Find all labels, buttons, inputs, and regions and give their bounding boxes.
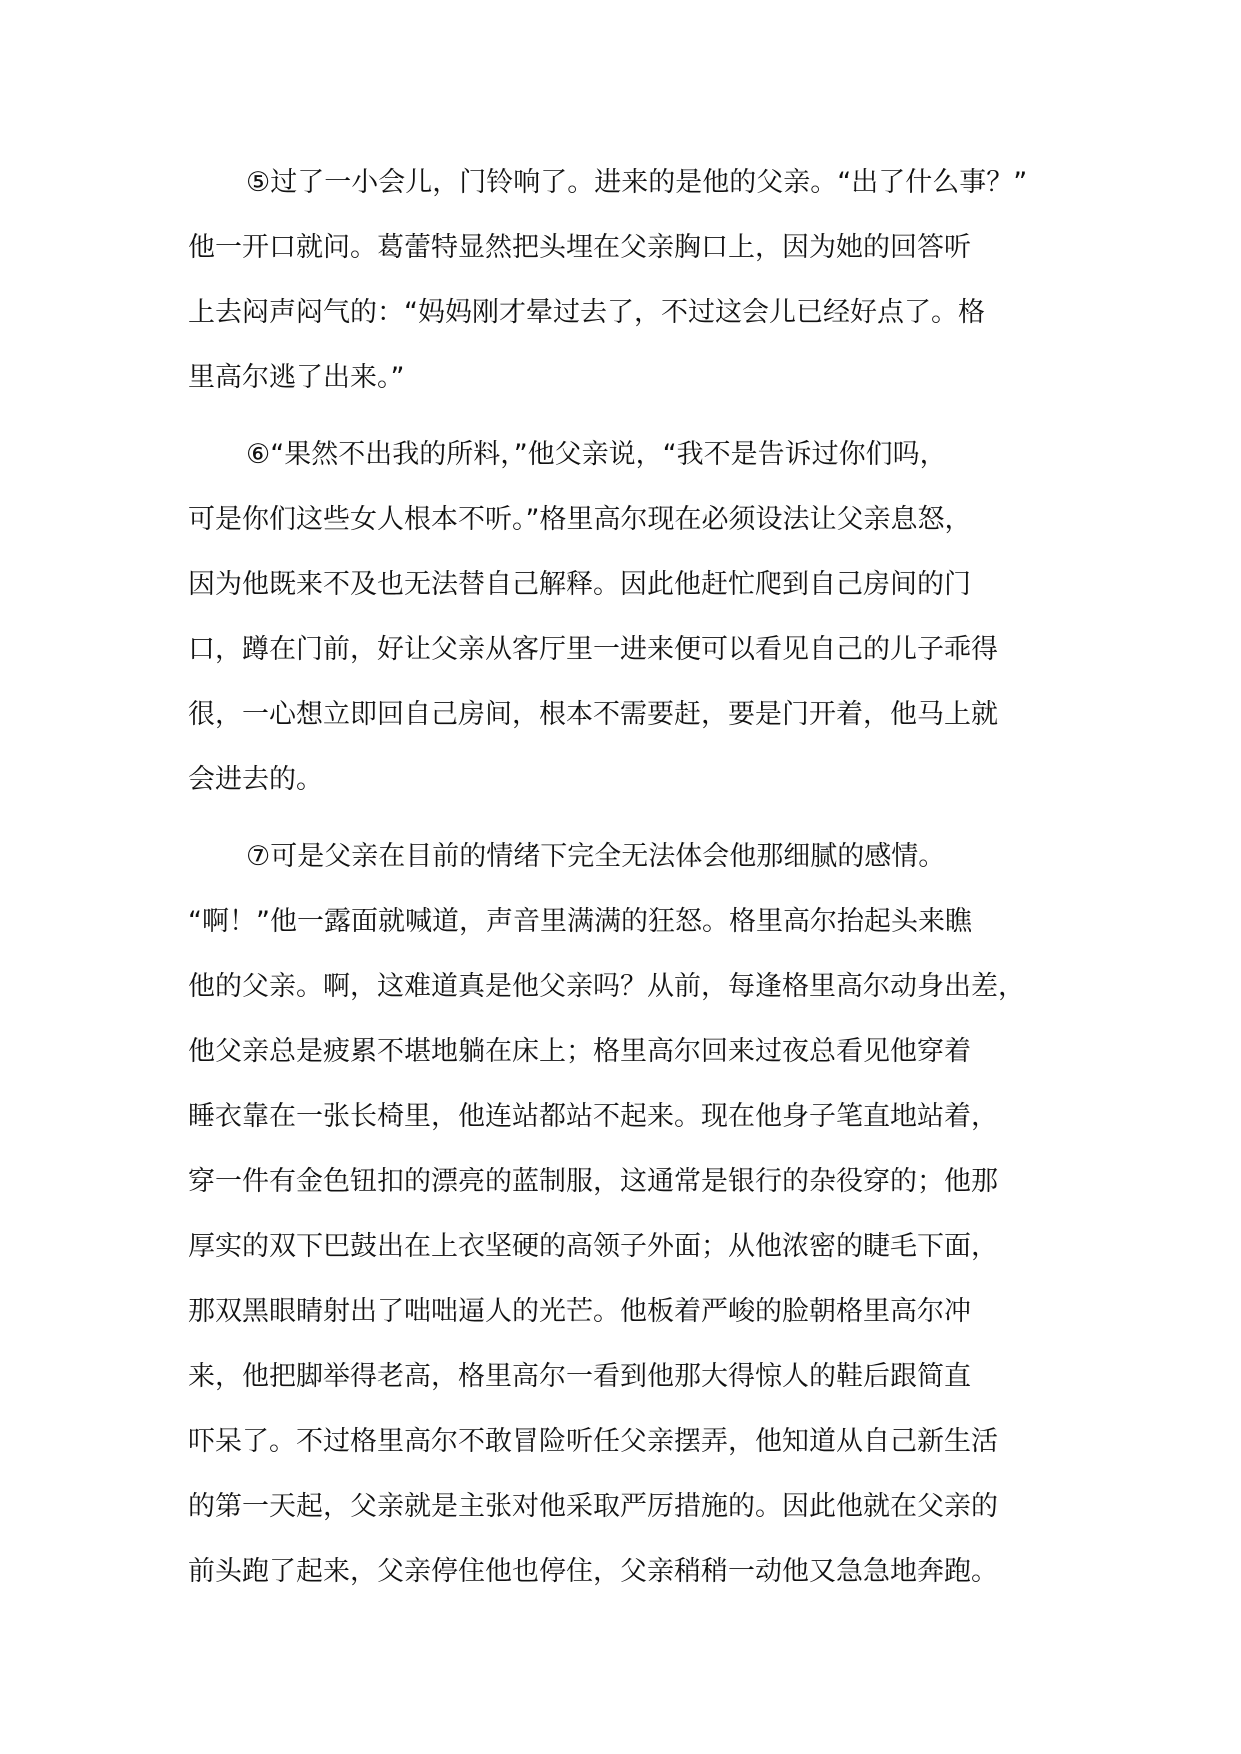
text-line: 前头跑了起来，父亲停住他也停住，父亲稍稍一动他又急急地奔跑。 [188,1556,998,1587]
text-line: 会进去的。 [188,764,323,795]
text-line: ⑥“果然不出我的所料，”他父亲说，“我不是告诉过你们吗， [246,439,947,470]
text-line: 的第一天起，父亲就是主张对他采取严厉措施的。因此他就在父亲的 [188,1491,998,1522]
text-line: ⑤过了一小会儿，门铃响了。进来的是他的父亲。“出了什么事？” [246,167,1028,198]
text-line: 他父亲总是疲累不堪地躺在床上；格里高尔回来过夜总看见他穿着 [188,1036,971,1067]
text-line: 他的父亲。啊，这难道真是他父亲吗？从前，每逢格里高尔动身出差， [188,971,1025,1002]
body-text [188,150,1058,1616]
text-line: 口，蹲在门前，好让父亲从客厅里一进来便可以看见自己的儿子乖得 [188,634,998,665]
text-line: 因为他既来不及也无法替自己解释。因此他赶忙爬到自己房间的门 [188,569,971,600]
text-line: 里高尔逃了出来。” [188,362,405,393]
text-line: ⑦可是父亲在目前的情绪下完全无法体会他那细腻的感情。 [246,841,946,872]
text-line: 睡衣靠在一张长椅里，他连站都站不起来。现在他身子笔直地站着， [188,1101,998,1132]
text-line: 来，他把脚举得老高，格里高尔一看到他那大得惊人的鞋后跟简直 [188,1361,971,1392]
paragraph-5 [188,150,1058,410]
text-line: “啊！”他一露面就喊道，声音里满满的狂怒。格里高尔抬起头来瞧 [188,906,972,937]
text-line: 穿一件有金色钮扣的漂亮的蓝制服，这通常是银行的杂役穿的；他那 [188,1166,998,1197]
text-line: 很，一心想立即回自己房间，根本不需要赶，要是门开着，他马上就 [188,699,998,730]
text-line: 可是你们这些女人根本不听。”格里高尔现在必须设法让父亲息怒， [188,504,972,535]
text-line: 厚实的双下巴鼓出在上衣坚硬的高领子外面；从他浓密的睫毛下面， [188,1231,998,1262]
text-line: 那双黑眼睛射出了咄咄逼人的光芒。他板着严峻的脸朝格里高尔冲 [188,1296,971,1327]
text-line: 吓呆了。不过格里高尔不敢冒险听任父亲摆弄，他知道从自己新生活 [188,1426,998,1457]
paragraph-6 [188,422,1058,812]
text-line: 上去闷声闷气的：“妈妈刚才晕过去了，不过这会儿已经好点了。格 [188,297,985,328]
paragraph-7 [188,824,1058,1604]
text-line: 他一开口就问。葛蕾特显然把头埋在父亲胸口上，因为她的回答听 [188,232,971,263]
